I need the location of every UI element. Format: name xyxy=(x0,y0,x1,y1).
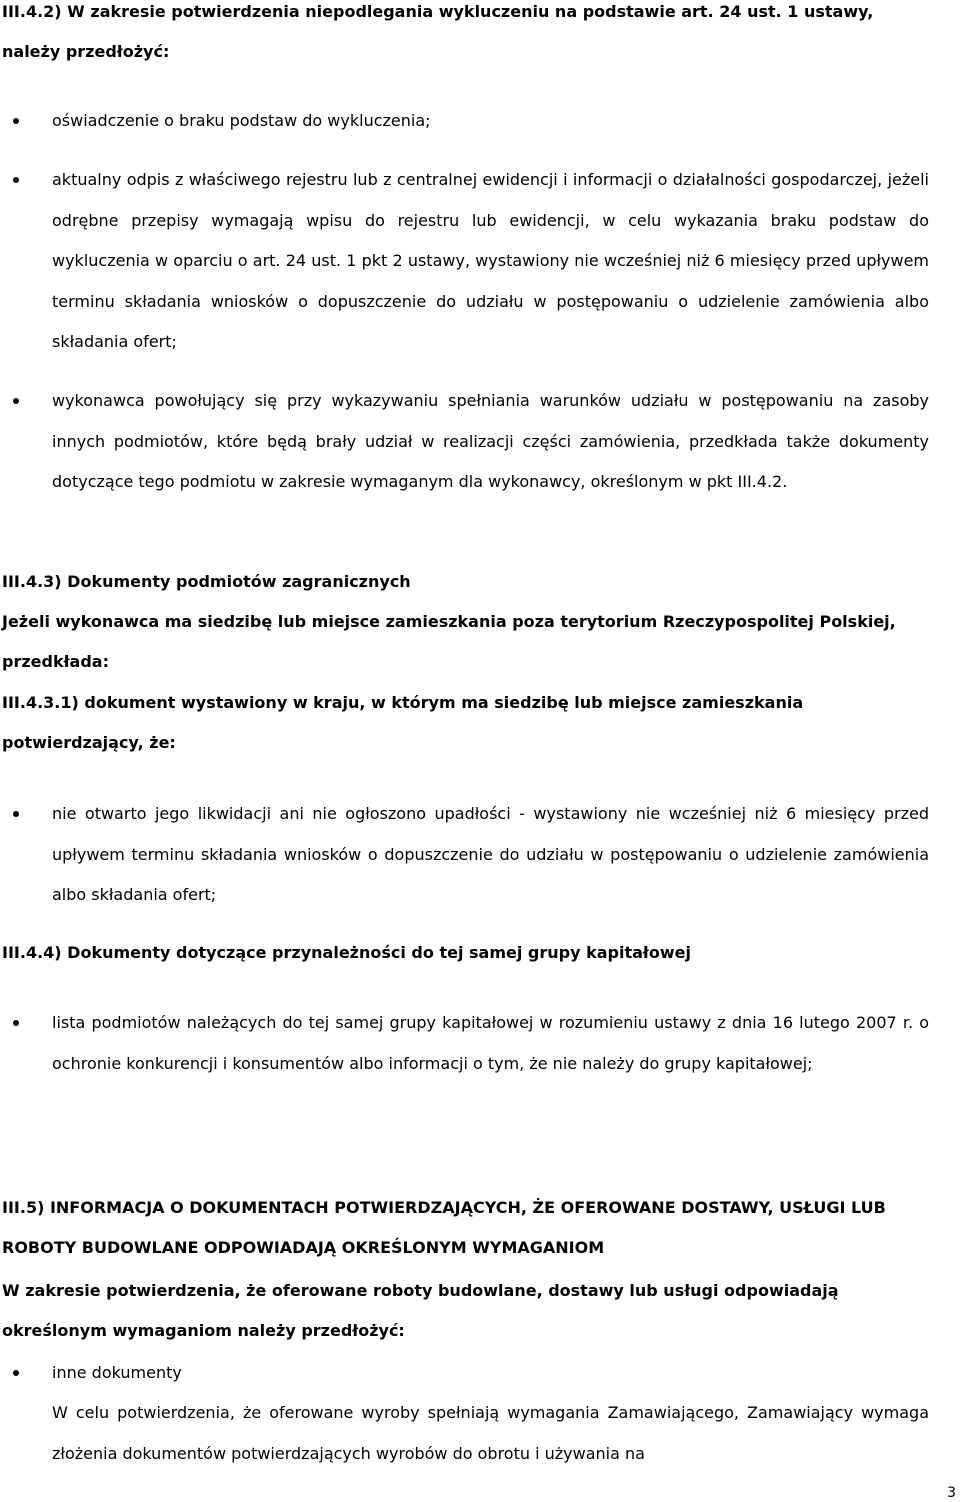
bullet-icon xyxy=(13,118,19,124)
section-5-heading: III.5) INFORMACJA O DOKUMENTACH POTWIERDZAJĄCYCH, ŻE OFEROWANE DOSTAWY, USŁUGI LUB ROBOTY BUDOWLANE ODPOWIADAJĄ OKREŚLONYM WYMAGANIOM xyxy=(2,1198,886,1257)
page-number: 3 xyxy=(947,1485,956,1501)
section-4-3-intro: Jeżeli wykonawca ma siedzibę lub miejsce zamieszkania poza terytorium Rzeczypospolitej Polskiej, przedkłada: xyxy=(2,612,896,671)
section-4-2-heading: III.4.2) W zakresie potwierdzenia niepodlegania wykluczeniu na podstawie art. 24 ust. 1 ustawy, należy przedłożyć: xyxy=(2,2,874,61)
list-item: nie otwarto jego likwidacji ani nie ogłoszono upadłości - wystawiony nie wcześniej niż 6 miesięcy przed upływem terminu składania wniosków o dopuszczenie do udziału w postępowaniu o udzielenie zamówienia albo składania ofert; xyxy=(52,804,929,904)
list-item-title: inne dokumenty xyxy=(52,1363,182,1382)
section-4-3-1-heading: III.4.3.1) dokument wystawiony w kraju, w którym ma siedzibę lub miejsce zamieszkania potwierdzający, że: xyxy=(2,693,804,752)
section-4-4-heading: III.4.4) Dokumenty dotyczące przynależności do tej samej grupy kapitałowej xyxy=(2,943,691,962)
list-item: oświadczenie o braku podstaw do wykluczenia; xyxy=(52,111,431,130)
list-item: aktualny odpis z właściwego rejestru lub z centralnej ewidencji i informacji o działalności gospodarczej, jeżeli odrębne przepisy wymagają wpisu do rejestru lub ewidencji, w celu wykazania braku podstaw do wykluczenia w oparciu o art. 24 ust. 1 pkt 2 ustawy, wystawiony nie wcześniej niż 6 miesięcy przed upływem terminu składania wniosków o dopuszczenie do udziału w postępowaniu o udzielenie zamówienia albo składania ofert; xyxy=(52,170,929,351)
list-item-text: W celu potwierdzenia, że oferowane wyroby spełniają wymagania Zamawiającego, Zamawiający wymaga złożenia dokumentów potwierdzających wyrobów do obrotu i używania na xyxy=(52,1403,929,1463)
section-5-intro: W zakresie potwierdzenia, że oferowane roboty budowlane, dostawy lub usługi odpowiadają określonym wymaganiom należy przedłożyć: xyxy=(2,1281,839,1340)
list-item: lista podmiotów należących do tej samej grupy kapitałowej w rozumieniu ustawy z dnia 16 lutego 2007 r. o ochronie konkurencji i konsumentów albo informacji o tym, że nie należy do grupy kapitałowej; xyxy=(52,1013,929,1073)
list-item: wykonawca powołujący się przy wykazywaniu spełniania warunków udziału w postępowaniu na zasoby innych podmiotów, które będą brały udział w realizacji części zamówienia, przedkłada także dokumenty dotyczące tego podmiotu w zakresie wymaganym dla wykonawcy, określonym w pkt III.4.2. xyxy=(52,391,929,491)
bullet-icon xyxy=(13,398,19,404)
bullet-icon xyxy=(13,1370,19,1376)
bullet-icon xyxy=(13,811,19,817)
bullet-icon xyxy=(13,1020,19,1026)
section-4-3-heading: III.4.3) Dokumenty podmiotów zagranicznych xyxy=(2,572,411,591)
bullet-icon xyxy=(13,177,19,183)
